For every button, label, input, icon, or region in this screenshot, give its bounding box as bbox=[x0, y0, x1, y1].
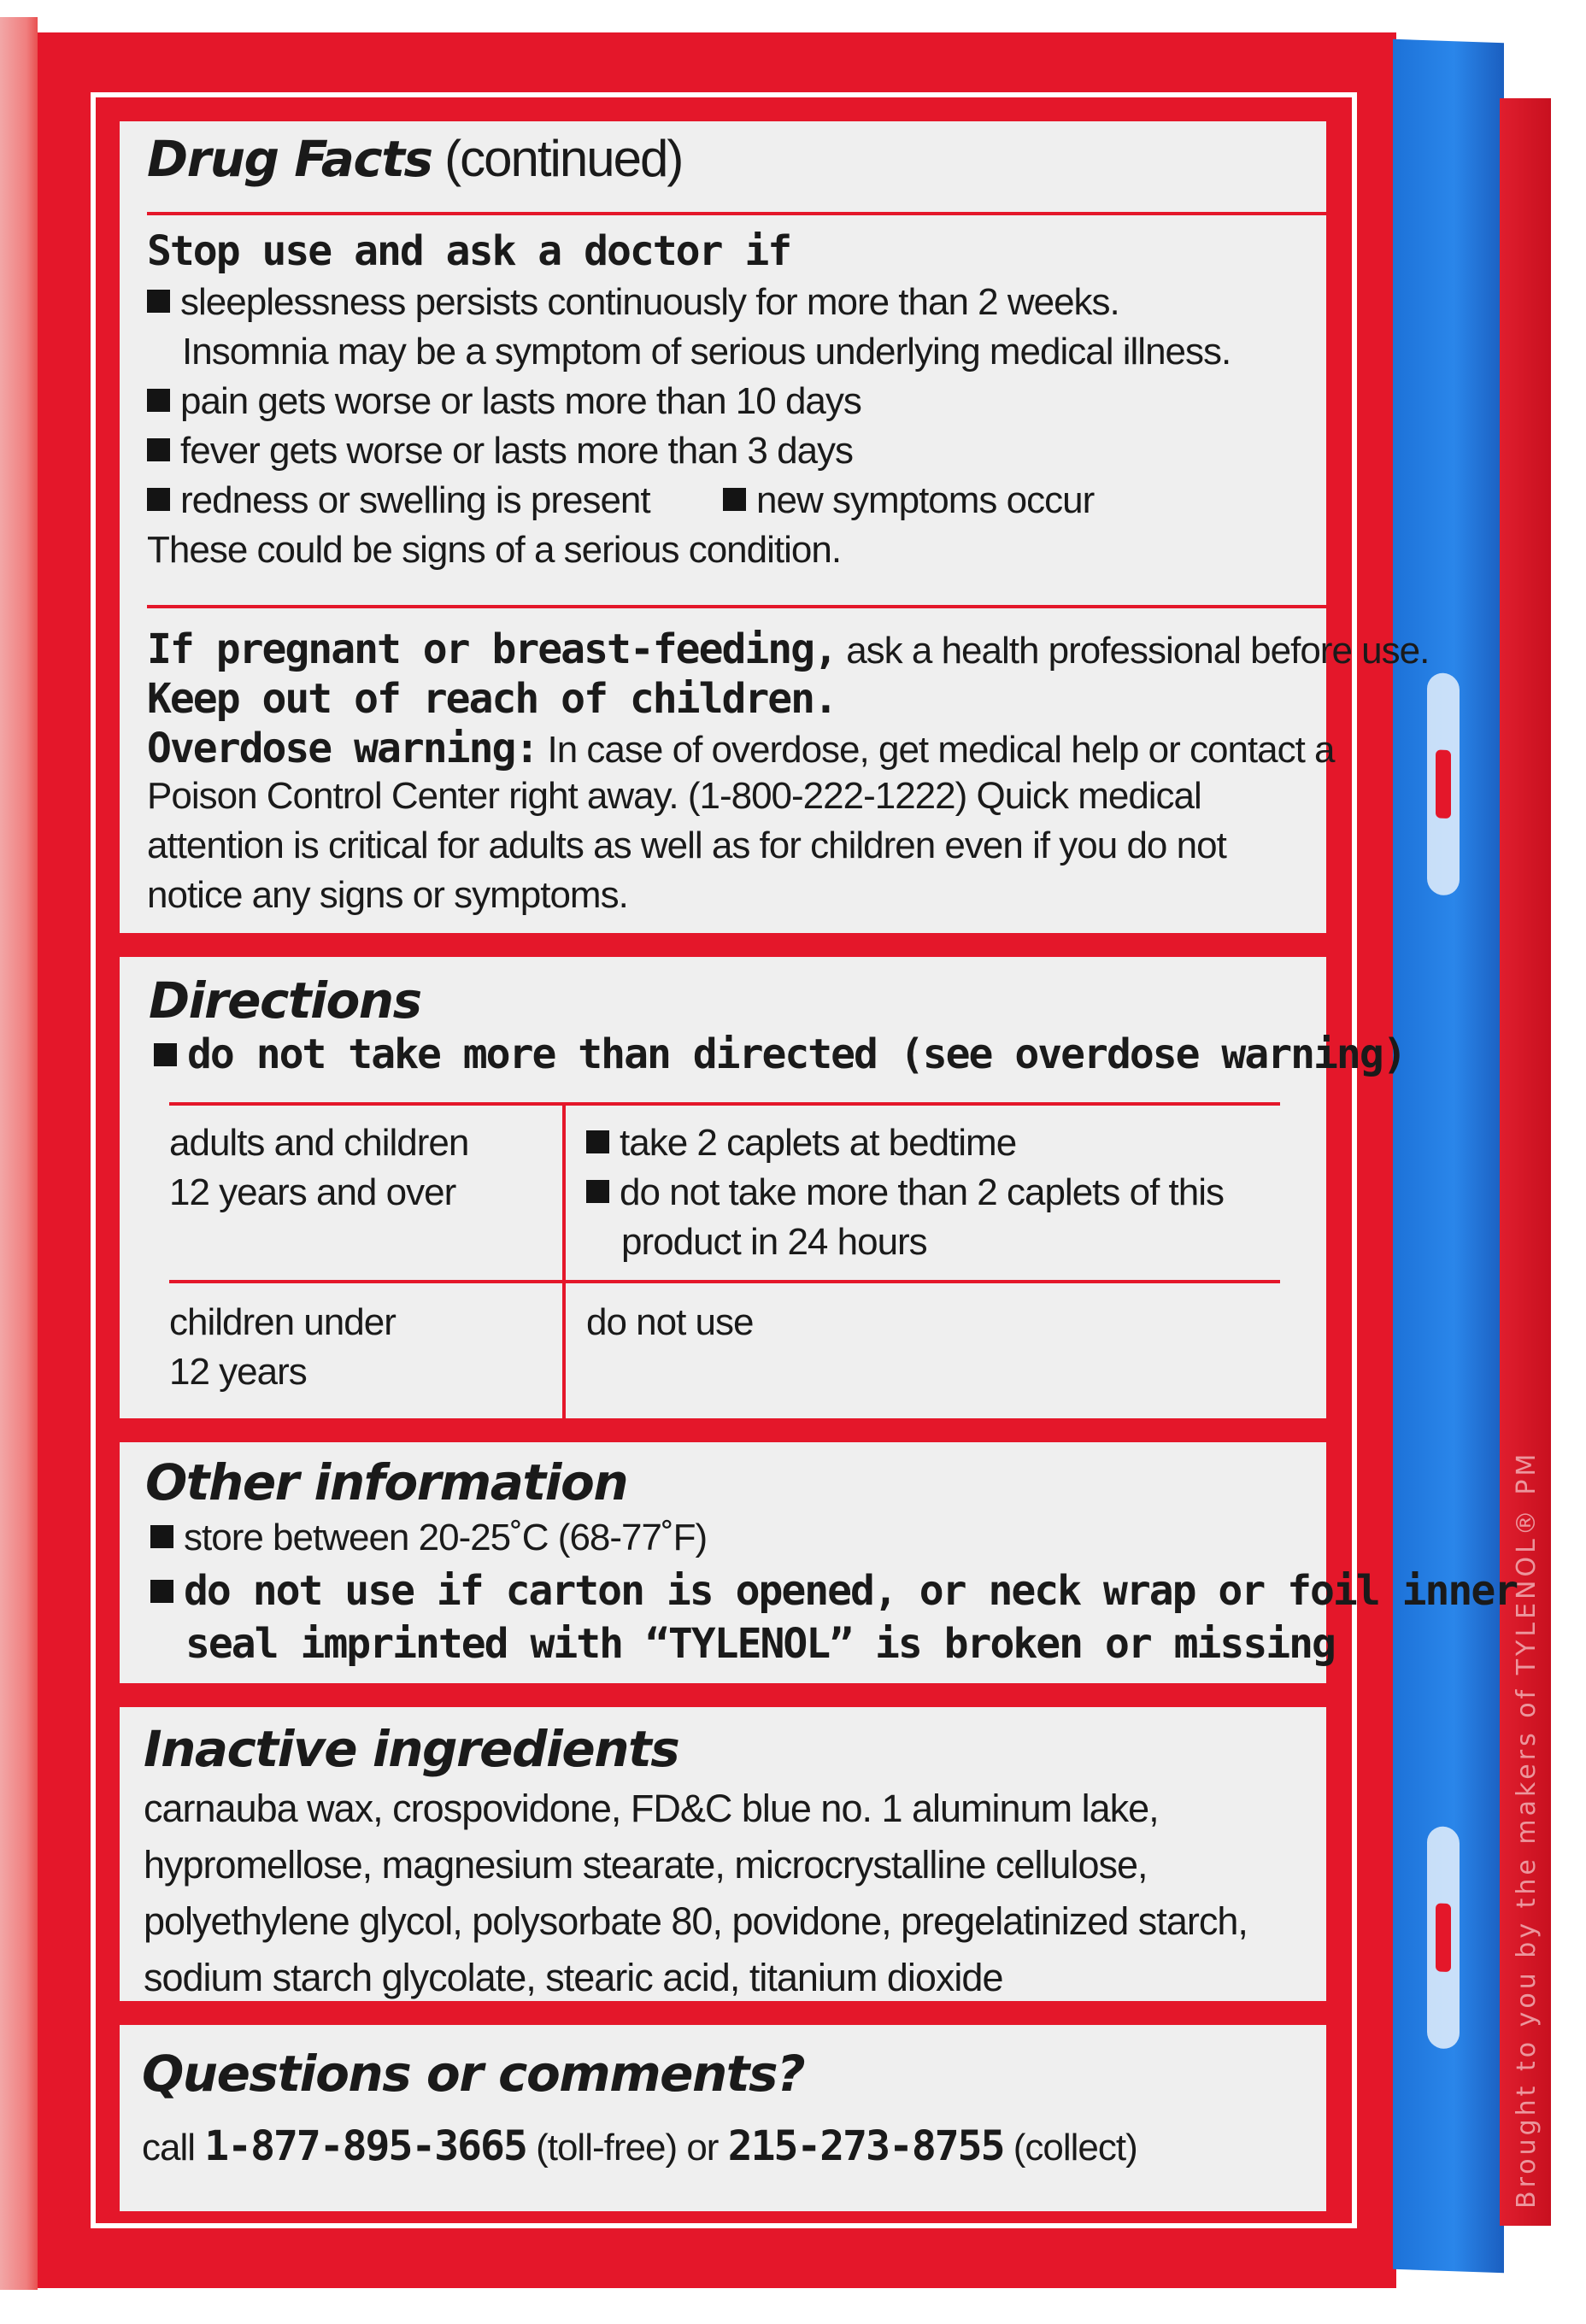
overdose-warning: Overdose warning: In case of overdose, get medical help or contact a bbox=[147, 725, 1335, 772]
questions-contact-line: call 1-877-895-3665 (toll-free) or 215-273-8755 (collect) bbox=[142, 2122, 1137, 2170]
ingredients-line: polyethylene glycol, polysorbate 80, povidone, pregelatinized starch, bbox=[144, 1899, 1248, 1943]
toll-free-number: 1-877-895-3665 bbox=[204, 2122, 526, 2170]
directions-table-divider bbox=[562, 1104, 566, 1437]
directions-table-top-rule bbox=[169, 1102, 1280, 1106]
stop-use-item: sleeplessness persists continuously for more than 2 weeks. bbox=[147, 284, 1119, 321]
stop-use-item: fever gets worse or lasts more than 3 days bbox=[147, 432, 853, 470]
keep-out-warning: Keep out of reach of children. bbox=[147, 675, 837, 723]
other-info-item: do not use if carton is opened, or neck wrap or foil inner bbox=[150, 1570, 1517, 1611]
directions-table-row-rule bbox=[169, 1280, 1280, 1283]
dosage-instruction: do not take more than 2 caplets of this bbox=[586, 1174, 1224, 1212]
dosage-instruction-continued: product in 24 hours bbox=[621, 1221, 927, 1263]
stop-use-item: new symptoms occur bbox=[723, 482, 1094, 519]
drug-facts-panel bbox=[120, 121, 1430, 933]
title-rule bbox=[147, 212, 1328, 215]
side-oval-bottom bbox=[1427, 1826, 1460, 2049]
side-oval-top bbox=[1427, 672, 1460, 895]
age-group-label: 12 years bbox=[169, 1351, 307, 1393]
carton-side-panel bbox=[1393, 39, 1504, 2274]
stop-use-heading: Stop use and ask a doctor if bbox=[147, 227, 791, 275]
pregnant-warning: If pregnant or breast-feeding, ask a health professional before use. bbox=[147, 625, 1430, 673]
age-group-label: 12 years and over bbox=[169, 1171, 456, 1213]
carton-side-strip bbox=[1500, 98, 1551, 2226]
ingredients-line: hypromellose, magnesium stearate, microcrystalline cellulose, bbox=[144, 1843, 1148, 1887]
ingredients-line: carnauba wax, crospovidone, FD&C blue no. 1 aluminum lake, bbox=[144, 1787, 1159, 1830]
other-info-item-continued: seal imprinted with “TYLENOL” is broken or missing bbox=[185, 1620, 1335, 1668]
directions-warning: do not take more than directed (see overdose warning) bbox=[154, 1034, 1406, 1075]
questions-panel bbox=[120, 2025, 1326, 2211]
other-information-panel bbox=[120, 1442, 1518, 1683]
inactive-ingredients-title: Inactive ingredients bbox=[144, 1720, 679, 1778]
ingredients-line: sodium starch glycolate, stearic acid, titanium dioxide bbox=[144, 1956, 1003, 1999]
section-rule bbox=[147, 605, 1328, 608]
overdose-text: Poison Control Center right away. (1-800-222-1222) Quick medical bbox=[147, 775, 1201, 817]
other-information-title: Other information bbox=[145, 1453, 628, 1511]
directions-panel bbox=[120, 957, 1406, 1418]
directions-title: Directions bbox=[149, 971, 421, 1030]
stop-use-item: redness or swelling is present bbox=[147, 482, 650, 519]
stop-use-item-continued: Insomnia may be a symptom of serious underlying medical illness. bbox=[182, 331, 1231, 373]
collect-number: 215-273-8755 bbox=[727, 2122, 1004, 2170]
questions-title: Questions or comments? bbox=[142, 2045, 805, 2103]
age-group-label: adults and children bbox=[169, 1122, 469, 1164]
carton-left-edge bbox=[0, 17, 38, 2290]
stop-use-note: These could be signs of a serious condition. bbox=[147, 529, 842, 571]
other-info-item: store between 20-25˚C (68-77˚F) bbox=[150, 1519, 707, 1557]
age-group-label: children under bbox=[169, 1301, 396, 1343]
dosage-instruction: do not use bbox=[586, 1301, 754, 1343]
drug-facts-title: Drug Facts (continued) bbox=[147, 130, 683, 188]
overdose-text: attention is critical for adults as well as for children even if you do not bbox=[147, 825, 1226, 866]
inactive-ingredients-panel bbox=[120, 1707, 1326, 2001]
overdose-text: notice any signs or symptoms. bbox=[147, 874, 628, 916]
side-brand-text: Brought to you by the makers of TYLENOL® PM bbox=[1512, 1450, 1542, 2209]
dosage-instruction: take 2 caplets at bedtime bbox=[586, 1124, 1016, 1162]
stop-use-item: pain gets worse or lasts more than 10 days bbox=[147, 383, 861, 420]
